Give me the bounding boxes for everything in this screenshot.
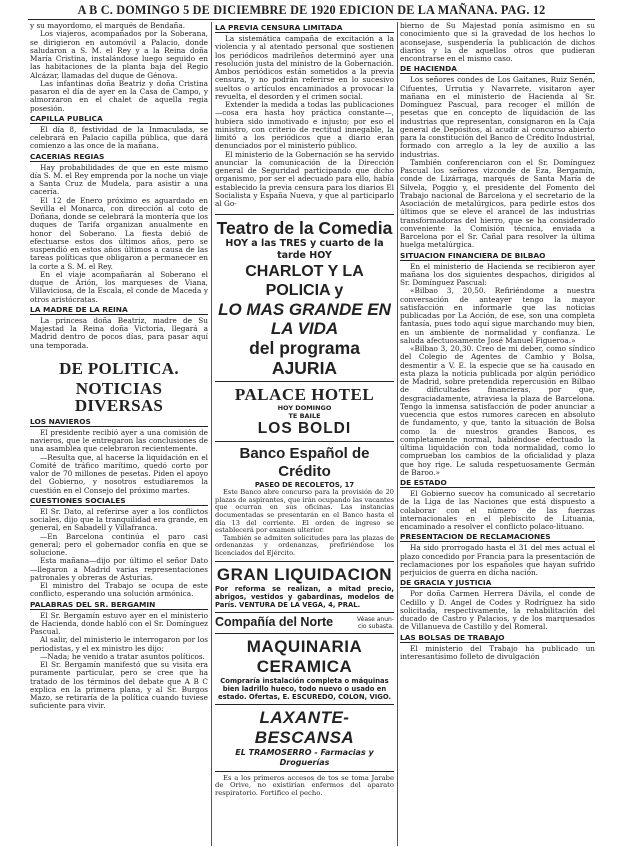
header-rule: [28, 19, 595, 20]
advert-title: MAQUINARIA CERAMICA: [246, 636, 363, 676]
paragraph: Esta mañana—dijo por último el señor Dato—llegaron a Madrid varias representaciones patronales y obreras de Asturias.: [30, 556, 208, 582]
paragraph: Hay probabilidades de que en este mismo día S. M. el Rey emprenda por la noche un viaje a Santa Cruz de Mudela, para asistir a una cacería.: [30, 162, 208, 197]
section-heading: LAS BOLSAS DE TRABAJO: [400, 633, 595, 643]
advert-text: También se admiten solicitudes para las plazas de ordenanzas y ordenanzas, prefiriéndose los licenciados del Ejército.: [215, 533, 394, 557]
advert-laxante-bescansa: [215, 704, 394, 771]
advert-banco-credito: [215, 441, 394, 560]
paragraph: El Sr. Bergamín estuvo ayer en el ministerio de Hacienda, donde habló con el Sr. Domínguez Pascual.: [30, 610, 208, 636]
section-heading: CUESTIONES SOCIALES: [30, 496, 208, 506]
advert-line: LO MAS GRANDE EN LA VIDA: [218, 300, 391, 339]
section-heading: DE HACIENDA: [400, 64, 595, 74]
paragraph: En el viaje acompañarán al Soberano el duque de Arión, los marqueses de Viana, Villaviciosa, de la Escala, el conde de Maceda y otros aristócratas.: [30, 269, 208, 304]
advert-line: del programa AJURIA: [249, 338, 360, 379]
section-heading: CAPILLA PUBLICA: [30, 114, 208, 124]
paragraph: El ministerio de la Gobernación se ha servido anunciar la comunicación de la Dirección general de Seguridad participando que dicho organismo, por ser el adecuado para ello, había establecido la previa censura para los diarios El Socialista y España Nueva, y que al participarlo al Go-: [215, 149, 394, 208]
paragraph: En el ministerio de Hacienda se recibieron ayer mañana los dos siguientes despachos, dirigidos al Sr. Domínguez Pascual:: [400, 261, 595, 287]
paragraph: —En Barcelona continúa el paro casi general; pero el gobernador confía en que se solucione.: [30, 531, 208, 557]
advert-note-line: cio subasta.: [357, 622, 394, 630]
paragraph: —Resulta que, al hacerse la liquidación en el Comité de tráfico marítimo, quedó corto por valor de 70 millones de pesetas. Piden el apoyo del Gobierno, y nosotros estudiaremos la cuestión en el Consejo del próximo martes.: [30, 452, 208, 495]
paragraph: El 12 de Enero próximo es aguardado en Sevilla el Monarca, con dirección al coto de Doñana, donde se celebrará la montería que los duques de Tarifa organizan anualmente en honor del Soberano. La fiesta debió de efectuarse estos dos últimos años, pero se suspendió en estos años últimos a causa de las tareas políticas que obligaron a permanecer en la corte a S. M. el Rey.: [30, 195, 208, 271]
paragraph: Extender la medida a todas las publicaciones—cosa era hasta hoy práctica constante—, hubiera sido inmotivado e injusto; por eso el ministro, con criterio de rectitud innegable, la limitó a los periódicos que a diario eran denunciados por el ministerio público.: [215, 100, 394, 151]
advert-title: Compañía del Norte: [215, 615, 334, 630]
paragraph: Las infantinas doña Beatriz y doña Cristina pasaron el día de ayer en la Casa de Campo, y almorzaron en el chalet de aquella regia posesión.: [30, 78, 208, 113]
advert-line: HOY DOMINGO: [277, 404, 332, 413]
section-heading: PRESENTACION DE RECLAMACIONES: [400, 532, 595, 542]
paragraph: «Bilbao 3, 20,30. Creo de mi deber, como síndico del Colegio de Agentes de Cambio y Bolsa, desmentir a V. E. la especie que se ha causado en esta plaza la noticia publicada por algún periódico de Madrid, sobre pretendida repercusión en Bilbao de dificultades financieras, por que, desgraciadamente, atraviesa la plaza de Barcelona. Tengo la inmensa satisfacción de poder anunciar a vuecencia que estos rumores carecen en absoluto de fundamento, y que, tanto la situación de Bolsa como la de nuestros grandes Bancos, es completamente normal, habiéndose efectuado la última liquidación con toda normalidad, como lo comprueban los cambios de la oficialidad y plaza que hoy rige. Le saluda respetuosamente Germán de Baroo.»: [400, 344, 595, 477]
advert-title: LAXANTE-BESCANSA: [254, 707, 355, 747]
advert-line: EL TRAMOSERRO - Farmacias y Droguerías: [235, 747, 374, 767]
advert-line: TE BAILE: [288, 411, 321, 420]
advert-note: [357, 616, 394, 630]
advert-address: PASEO DE RECOLETOS, 17: [254, 481, 355, 490]
advert-teatro-comedia: [215, 214, 394, 381]
section-heading: LA MADRE DE LA REINA: [30, 305, 208, 315]
section-heading: PALABRAS DEL SR. BERGAMIN: [30, 600, 208, 610]
advert-text: Por reforma se realizan, a mitad precio, abrigos, vestidos y gabardinas, modelos de París. VENTURA DE LA VEGA, 4, PRAL.: [215, 584, 394, 609]
advert-title: Banco Español de Crédito: [239, 445, 370, 481]
paragraph: y su mayordomo, el marqués de Bendaña.: [30, 22, 186, 30]
section-heading: SITUACION FINANCIERA DE BILBAO: [400, 251, 595, 261]
advert-title: Teatro de la Comedia: [216, 218, 393, 239]
paragraph: El presidente recibió ayer a una comisión de navieros, que le entregaron las conclusiones de una asamblea que celebraron recientemente.: [30, 427, 208, 454]
advert-palace-hotel: [215, 381, 394, 441]
advert-text: Este Banco abre concurso para la provisión de 20 plazas de aspirantes, que irán ocupando las vacantes que ocurran en sus oficinas. Las instancias documentadas se presentarán en el Banco hasta el día 13 del corriente. El orden de ingreso se establecerá por examen ulterior.: [215, 488, 394, 535]
advert-maquinaria-ceramica: [215, 633, 394, 704]
paragraph: El Gobierno suecov ha comunicado al secretario de la Liga de las Naciones que está dispuesto a colaborar con el número de las fuerzas internacionales en el plebiscito de Lituania, encaminado a resolver el conflicto polaco-lituano.: [400, 489, 595, 531]
paragraph: La sistemática campaña de excitación a la violencia y al atentado personal que sostienen los periódicos madrileños determinó ayer una resolución justa del ministro de la Gobernación. Ambos periódicos están sometidos a la previa censura, y no podrán referirse en lo sucesivo sueltos o artículos encaminados a provocar la revuelta, el desorden y el crimen social.: [215, 34, 394, 101]
column-2: [215, 22, 394, 846]
paragraph: Al salir, del ministerio le interrogaron por los periodistas, y el ex ministro les dijo:: [30, 635, 208, 653]
section-heading: CACERIAS REGIAS: [30, 152, 208, 162]
paragraph: El día 8, festividad de la Inmaculada, se celebrará en Palacio capilla pública, que dará comienzo a las once de la mañana.: [30, 124, 208, 151]
paragraph: También conferenciaron con el Sr. Domínguez Pascual los señores vizconde de Eza, Bergamín, conde de Lizárraga, marqués de Santa María de Silvela, Poggio y, el presidente del Fomento del Trabajo nacional de Barcelona y el secretario de la Asociación de metalúrgicos, para pedirle estos dos últimos que se eleve el arancel de las industrias transformadoras del hierro, que se ha considerado conveniente la Comisión técnica, enviada a Barcelona por el Sr. Cañal para resolver la última huelga metalúrgica.: [400, 157, 595, 250]
advert-note-line: Véase anun-: [357, 615, 394, 623]
advert-line: LOS BOLDI: [257, 420, 352, 438]
column-divider: [397, 22, 398, 846]
paragraph: Los señores condes de Los Gaitanes, Ruiz Senén, Cifuentes, Urrutia y Navarrete, visitaron ayer mañana en el ministerio de Hacienda al Sr. Domínguez Pascual, para recoger el millón de pesetas que en concepto de liquidación de las industrias que representan, consignaron en la Caja general de Depósitos, al acudir al concurso abierto para la constitución del Banco de Crédito Industrial, formado con arreglo a la ley de auxilio a las industrias.: [400, 75, 595, 159]
advert-compania-norte: [215, 612, 394, 633]
paragraph: Ha sido prorrogado hasta el 31 del mes actual el plazo concedido por Francia para la presentación de reclamaciones por los españoles que hayan sufrido perjuicios de guerra en dicha nación.: [400, 543, 595, 577]
section-heading: LA PREVIA CENSURA LIMITADA: [215, 23, 394, 33]
paragraph: El ministro del Trabajo se ocupa de este conflicto, esperando una solución armónica.: [30, 581, 208, 599]
paragraph: El ministerio del Trabajo ha publicado un interesantísimo folleto de divulgación: [400, 643, 595, 661]
paragraph: «Bilbao 3, 20,50. Refiriéndome a nuestra conversación de anteayer tengo la mayor satisfacción en informarle que las noticias publicadas por La Acción, de ese, son una completa fantasía, pues todo aquí sigue marchando muy bien, en un ambiente de normalidad y confianza. Le saluda afectuosamente José Manuel Figueroa.»: [400, 286, 595, 345]
paragraph: —Nada; he venido a tratar asuntos políticos.: [40, 651, 205, 661]
advert-title: GRAN LIQUIDACION: [216, 564, 393, 584]
section-heading: LOS NAVIEROS: [30, 417, 208, 427]
headline: DE POLITICA.: [59, 358, 179, 378]
headline: NOTICIAS DIVERSAS: [74, 378, 164, 415]
column-1: [30, 22, 208, 846]
paragraph: Por doña Carmen Herrera Dávila, el conde de Cedillo y D. Angel de Codes y Rodríguez ha sido solicitada, respectivamente, la rehabilitación del ducado de Castro y Palacios, y de los marquesados de Villanueva de Castillo y del Romeral.: [400, 589, 595, 632]
advert-gran-liquidacion: [215, 561, 394, 612]
paragraph: bierno de Su Majestad ponía asimismo en su conocimiento que si la gravedad de los hechos lo aconsejase, suspendería la publicación de dichos diarios y la de aquellos otros que pudieran encontrarse en el mismo caso.: [400, 22, 595, 63]
advert-text: Compraría instalación completa o máquinas bien ladrillo hueco, todo nuevo o usado en estado. Ofertas, E. ESCUREDO, COLON, VIGO.: [217, 676, 392, 701]
paragraph: El Sr. Dato, al referirse ayer a los conflictos sociales, dijo que la tranquilidad era grande, en general, en Sabadell y Villafranca.: [30, 506, 208, 533]
paragraph: La princesa doña Beatriz, madre de Su Majestad la Reina doña Victoria, llegará a Madrid dentro de pocos días, para pasar aquí una temporada.: [30, 315, 208, 350]
paragraph: Los viajeros, acompañados por la Soberana, se dirigieron en automóvil a Palacio, donde saludaron a S. M. el Rey y a la Reina doña María Cristina, instalándose luego seguido en las habitaciones de la planta baja del Regio Alcázar, llamadas del duque de Génova.: [30, 29, 208, 80]
section-heading: DE ESTADO: [400, 478, 595, 488]
section-heading: DE GRACIA Y JUSTICIA: [400, 578, 595, 588]
advert-title: PALACE HOTEL: [234, 385, 375, 405]
column-3: [400, 22, 595, 846]
column-divider: [211, 22, 212, 846]
advert-jarabe-orive: Es a los primeros accesos de tos se toma Jarabe de Orive, no existirían enfermos del aparato respiratorio. Fortifico el pecho.: [215, 771, 394, 801]
advert-line: CHARLOT Y LA POLICIA y: [245, 263, 364, 300]
advert-line: HOY a las TRES y cuarto de la tarde HOY: [225, 238, 384, 262]
paragraph: El Sr. Bergamín manifestó que su visita era puramente particular, pero se cree que ha tratado de los términos del debate que A B C explica en la primera plana, y al Sr. Burgos Mazo, se retiraría de la política cuando tuviese suficiente para vivir.: [30, 660, 208, 711]
page-header: A B C. DOMINGO 5 DE DICIEMBRE DE 1920 EDICION DE LA MAÑANA. PAG. 12: [77, 3, 546, 17]
